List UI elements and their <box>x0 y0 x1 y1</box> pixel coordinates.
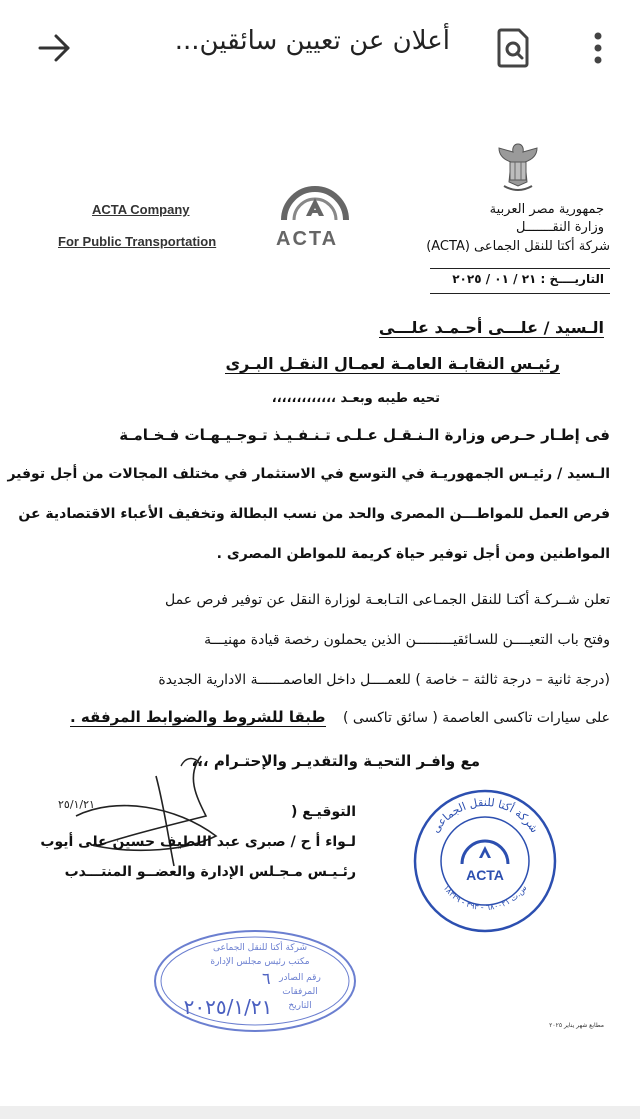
letterhead-company: شركة أكتا للنقل الجماعى (ACTA) <box>426 239 610 254</box>
oval-stamp-line4: المرفقات <box>282 987 318 997</box>
signature-label: التوقيـع ( <box>290 804 356 820</box>
paragraph2-line: تعلن شــركـة أكتـا للنقل الجمـاعى التـابعـة لوزارة النقل عن توفير فرص عمل <box>165 592 610 608</box>
letterhead-company-en: ACTA Company <box>92 202 190 217</box>
acta-logo-text: ACTA <box>276 228 339 250</box>
footer-note: مطابع شهر يناير ٢٠٢٥ <box>549 1022 604 1029</box>
letterhead-subtitle-en: For Public Transportation <box>58 234 217 249</box>
oval-stamp-line1: شركة أكتا للنقل الجماعى <box>212 943 308 953</box>
oval-stamp-line2: مكتب رئيس مجلس الإدارة <box>210 957 310 967</box>
bottom-bar <box>0 1106 640 1119</box>
arrow-right-icon[interactable] <box>34 28 74 68</box>
paragraph1-line: فرص العمل للمواطـــن المصرى والحد من نسب البطالة وتخفيف الأعباء الاقتصادية عن <box>18 506 610 522</box>
recipient-name: الـسيد / علـــى أحـمـد علـــى <box>378 318 604 337</box>
letterhead-ministry: وزارة النقـــــــل <box>516 220 604 235</box>
paragraph1-line: فى إطـار حـرص وزارة الـنـقـل عـلـى تـنـفـيـذ تـوجـيـهـات فـخـامـة <box>119 426 610 444</box>
oval-stamp-line5: التاريخ <box>288 1001 312 1011</box>
paragraph2-line: وفتح باب التعيــــن للسـائقيـــــــــن الذين يحملون رخصة قيادة مهنيـــة <box>204 632 610 648</box>
document-search-icon[interactable] <box>495 26 533 68</box>
conditions-emphasis: طبقا للشروط والضوابط المرفقه . <box>70 708 326 726</box>
svg-text:س.ت ٦٨٠٠٢١ - ٣٩٣ - ١٨٣٢٩ <box>442 883 529 912</box>
eagle-emblem-icon <box>490 140 546 200</box>
app-bar <box>0 0 640 97</box>
oval-stamp-line3: رقم الصادر <box>279 973 321 983</box>
signatory-title: رئـيـس مـجـلس الإدارة والعضــو المنتـــدب <box>64 864 356 880</box>
round-company-stamp <box>410 786 560 936</box>
paragraph2-line: على سيارات تاكسى العاصمة ( سائق تاكسى ) <box>343 710 610 726</box>
greeting: تحيه طيبه وبعـد ،،،،،،،،،،،،، <box>271 391 440 406</box>
paragraph1-line: المواطنين ومن أجل توفير حياة كريمة للمواطن المصرى . <box>216 546 610 562</box>
recipient-title: رئيـس النقابـة العامـة لعمـال النقـل البـرى <box>225 354 560 373</box>
handwritten-signature <box>56 736 256 876</box>
paragraph2-line: (درجة ثانية – درجة ثالثة – خاصة ) للعمــــل داخل العاصمــــــة الادارية الجديدة <box>158 672 610 688</box>
svg-text:٢٠٢٥/١/٢١: ٢٠٢٥/١/٢١ <box>183 995 273 1019</box>
round-stamp-arc-text: شركة أكتا للنقل الجماعى <box>428 795 542 836</box>
paragraph1-line: الـسيد / رئيـس الجمهوريـة في التوسع في الاستثمار في مختلف المجالات من أجل توفير <box>7 466 610 482</box>
more-vert-icon[interactable] <box>588 28 608 68</box>
closing: مع وافـر التحيـة والتقديـر والإحتـرام ،،، <box>191 752 480 770</box>
signatory-name: لـواء أ ح / صبرى عبد اللطيف حسين على أيوب <box>40 834 356 850</box>
round-stamp-center: ACTA <box>466 867 504 883</box>
round-stamp-bottom-text: س.ت ٦٨٠٠٢١ - ٣٩٣ - ١٨٣٢٩ <box>441 883 529 913</box>
oval-office-stamp <box>150 926 360 1036</box>
svg-text:٦: ٦ <box>262 969 271 988</box>
date-line: التاريــــخ : ٢١ / ٠١ / ٢٠٢٥ <box>430 268 610 294</box>
document-page <box>0 96 640 1106</box>
page-title: أعلان عن تعيين سائقين... <box>174 26 450 56</box>
letterhead-country: جمهورية مصر العربية <box>489 202 604 217</box>
svg-text:٢٥/١/٢١: ٢٥/١/٢١ <box>58 798 95 811</box>
